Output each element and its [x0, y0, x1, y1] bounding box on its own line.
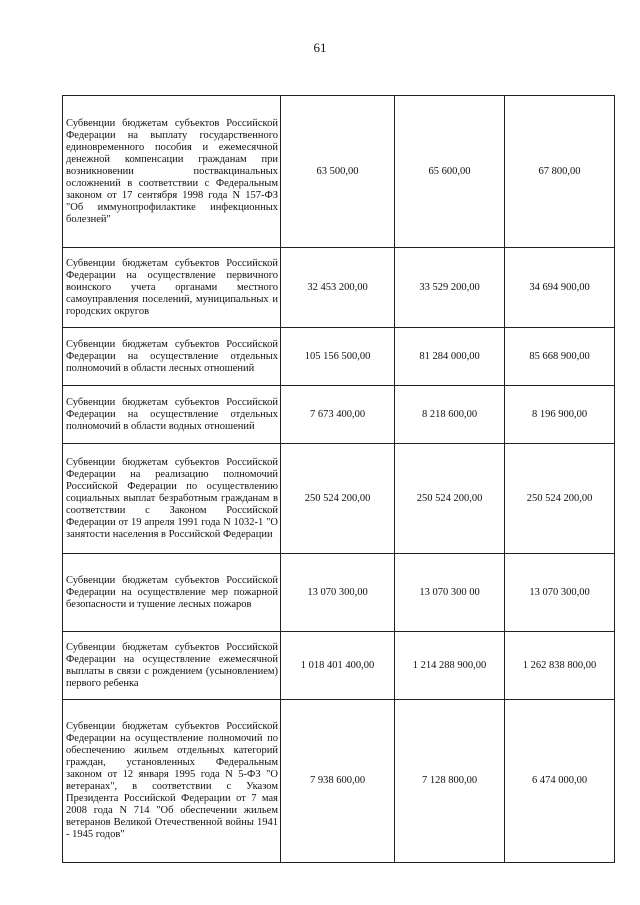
value-cell: 1 018 401 400,00 [281, 632, 395, 700]
value-cell: 105 156 500,00 [281, 328, 395, 386]
value-cell: 32 453 200,00 [281, 248, 395, 328]
value-cell: 6 474 000,00 [505, 700, 615, 863]
value-cell: 1 262 838 800,00 [505, 632, 615, 700]
table-row [63, 700, 615, 863]
row-description: Субвенции бюджетам субъектов Российской Федерации на осуществление отдельных полномочий в области лесных отношений [63, 328, 281, 386]
value-cell: 7 938 600,00 [281, 700, 395, 863]
table-row [63, 386, 615, 444]
value-cell: 250 524 200,00 [505, 444, 615, 554]
value-cell: 13 070 300,00 [281, 554, 395, 632]
table-row [63, 554, 615, 632]
value-cell: 8 218 600,00 [395, 386, 505, 444]
value-cell: 1 214 288 900,00 [395, 632, 505, 700]
value-cell: 85 668 900,00 [505, 328, 615, 386]
table-row [63, 248, 615, 328]
table-row [63, 632, 615, 700]
page-number: 61 [313, 40, 327, 55]
row-description: Субвенции бюджетам субъектов Российской Федерации на осуществление первичного воинского учета органами местного самоуправления поселений, муниципальных и городских округов [63, 248, 281, 328]
row-description: Субвенции бюджетам субъектов Российской Федерации на выплату государственного единовременного пособия и ежемесячной денежной компенсации гражданам при возникновении поствакцинальных осложнений в соответствии с Федеральным законом от 17 сентября 1998 года N 157-ФЗ "Об иммунопрофилактике инфекционных болезней" [63, 96, 281, 248]
table-row [63, 96, 615, 248]
value-cell: 7 128 800,00 [395, 700, 505, 863]
value-cell: 67 800,00 [505, 96, 615, 248]
value-cell: 63 500,00 [281, 96, 395, 248]
row-description: Субвенции бюджетам субъектов Российской Федерации на осуществление ежемесячной выплаты в связи с рождением (усыновлением) первого ребенка [63, 632, 281, 700]
table-row [63, 328, 615, 386]
value-cell: 250 524 200,00 [281, 444, 395, 554]
value-cell: 33 529 200,00 [395, 248, 505, 328]
value-cell: 13 070 300 00 [395, 554, 505, 632]
row-description: Субвенции бюджетам субъектов Российской Федерации на осуществление отдельных полномочий в области водных отношений [63, 386, 281, 444]
value-cell: 34 694 900,00 [505, 248, 615, 328]
value-cell: 7 673 400,00 [281, 386, 395, 444]
row-description: Субвенции бюджетам субъектов Российской Федерации на осуществление полномочий по обеспечению жильем отдельных категорий граждан, установленных Федеральным законом от 12 января 1995 года N 5-ФЗ "О ветеранах", в соответствии с Указом Президента Российской Федерации от 7 мая 2008 года N 714 "Об обеспечении жильем ветеранов Великой Отечественной войны 1941 - 1945 годов" [63, 700, 281, 863]
row-description: Субвенции бюджетам субъектов Российской Федерации на осуществление мер пожарной безопасности и тушение лесных пожаров [63, 554, 281, 632]
value-cell: 13 070 300,00 [505, 554, 615, 632]
value-cell: 8 196 900,00 [505, 386, 615, 444]
subventions-table [62, 95, 615, 863]
value-cell: 65 600,00 [395, 96, 505, 248]
value-cell: 250 524 200,00 [395, 444, 505, 554]
row-description: Субвенции бюджетам субъектов Российской Федерации на реализацию полномочий Российской Федерации по осуществлению социальных выплат безработным гражданам в соответствии с Законом Российской Федерации от 19 апреля 1991 года N 1032-1 "О занятости населения в Российской Федерации [63, 444, 281, 554]
table-row [63, 444, 615, 554]
value-cell: 81 284 000,00 [395, 328, 505, 386]
